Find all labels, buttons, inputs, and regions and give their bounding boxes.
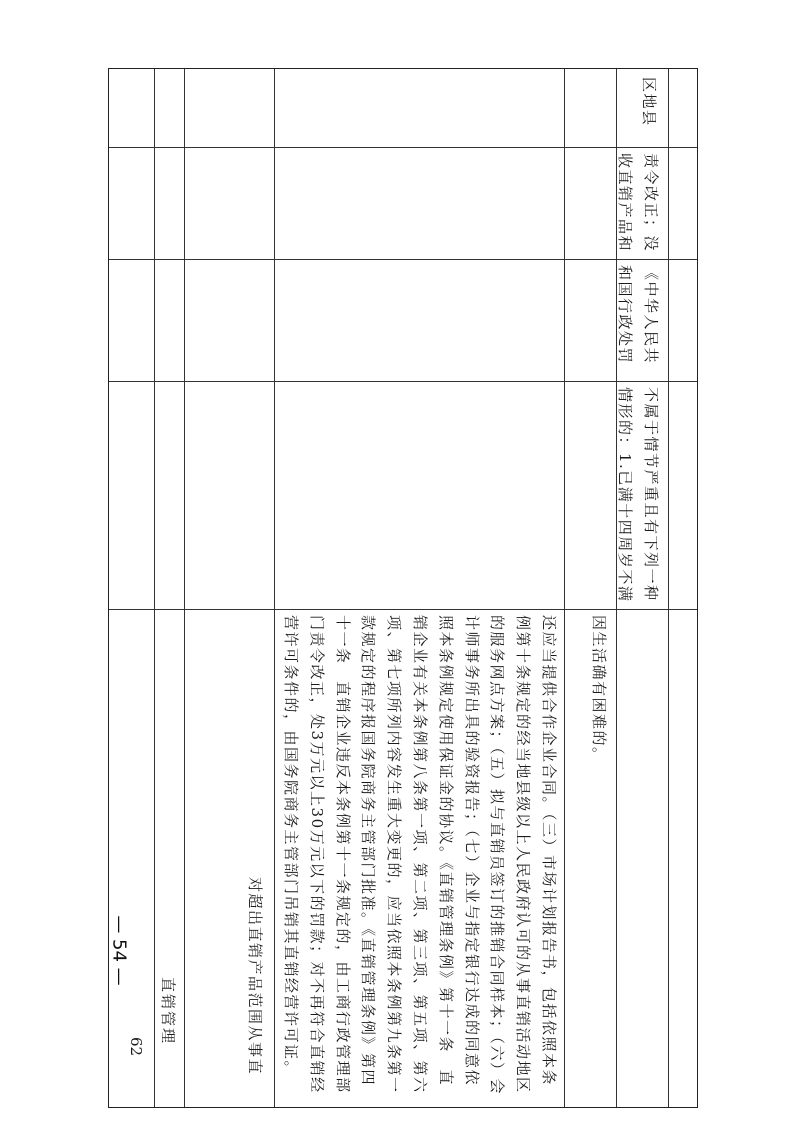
discretion-cell: 因生活确有困难的。 (590, 615, 608, 764)
scope-cell: 区地县 (640, 77, 658, 127)
situation-cell: 不属于情节严重且有下列一种情形的：1.已满十四周岁不满 (616, 387, 660, 603)
row-number: 62 (127, 1037, 145, 1057)
measure-cell: 责令改正；没收直销产品和 (616, 153, 660, 253)
page-number (84, 915, 130, 1000)
regulation-table (108, 68, 698, 1108)
page-number-text: — 54 — (108, 915, 130, 986)
rotated-table-frame (108, 68, 698, 1108)
matter-cell: 对超出直销产品范围从事直 (246, 877, 264, 1076)
category-cell: 直销管理 (159, 977, 177, 1046)
legal-basis-cell: 还应当提供合作企业合同。（三）市场计划报告书，包括依照本条例第十条规定的经当地县级以上人民政府认可的从事直销活动地区的服务网点方案；（五）拟与直销员签订的推销合同样本；（六）会计师事务所出具的验资报告；（七）企业与指定银行达成的同意依照本条例规定使用保证金的协议。《直销管理条例》第十一条 直销企业有关本条例第八条第一项、第二项、第三项、第五项、第六项、第七项所列内容发生重大变更的，应当依照本条例第九条第一款规定的程序报国务院商务主管部门批准。《直销管理条例》第四十一条 直销企业违反本条例第十一条规定的，由工商行政管理部门责令改正，处3万元以上30万元以下的罚款；对不再符合直销经营许可条件的，由国务院商务主管部门吊销其直销经营许可证。 (282, 615, 558, 1096)
law-cell: 《中华人民共和国行政处罚 (616, 265, 660, 365)
